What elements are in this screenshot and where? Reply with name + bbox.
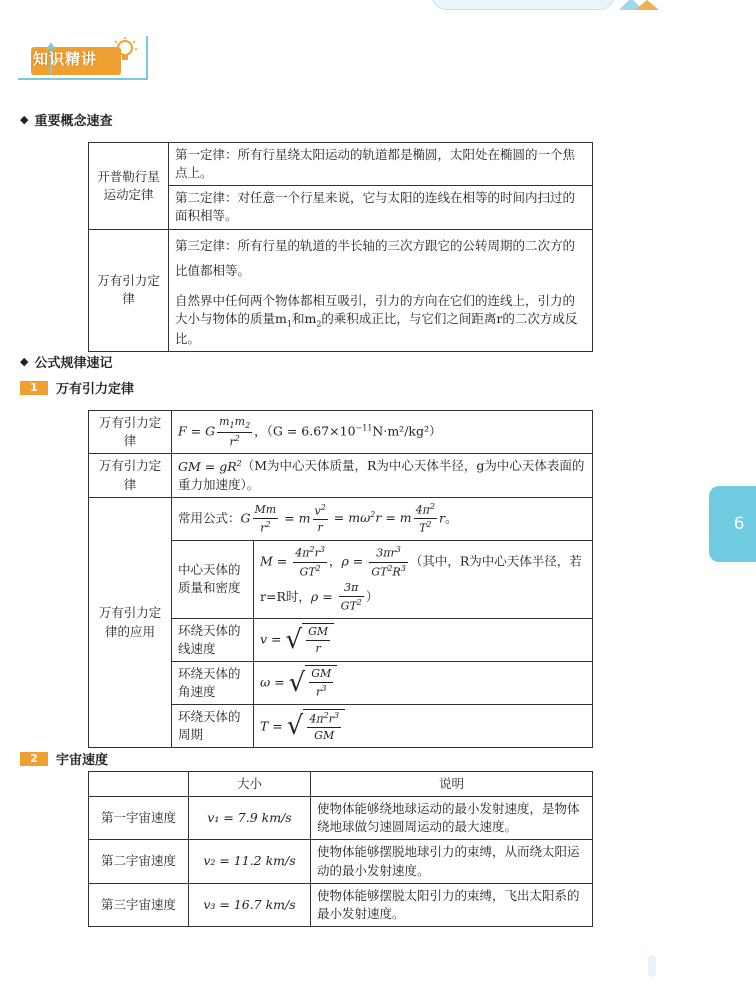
speed-desc: 使物体能够绕地球运动的最小发射速度，是物体绕地球做匀速圆周运动的最大速度。	[311, 797, 593, 840]
speed-value: v₁ = 7.9 km/s	[189, 797, 311, 840]
speed-value: v₃ = 16.7 km/s	[189, 883, 311, 926]
lightbulb-icon	[112, 36, 138, 66]
subsection-title: 万有引力定律	[56, 382, 135, 397]
speed-desc: 使物体能够摆脱太阳引力的束缚，飞出太阳系的最小发射速度。	[311, 883, 593, 926]
formula-table	[88, 410, 593, 748]
subsection-number: 2	[20, 752, 48, 766]
kepler-law-2: 第二定律：对任意一个行星来说，它与太阳的连线在相等的时间内扫过的面积相等。	[169, 186, 593, 229]
chapter-logo-icon	[617, 0, 661, 12]
gravity-law-text: 自然界中任何两个物体都相互吸引，引力的方向在它们的连线上，引力的大小与物体的质量$m_1$和$m_2$的乘积成正比，与它们之间距离r的二次方成反比。	[169, 289, 593, 352]
chapter-number: 6	[733, 514, 745, 534]
cosmic-speed-table	[88, 771, 593, 927]
knowledge-banner	[18, 36, 148, 80]
subsection-heading-cosmic	[20, 749, 108, 768]
gold-formula: GM = $gR^2(M$为中心天体质量，R为中心天体半径，g为中心天体表面的重力加速度）。	[172, 454, 593, 497]
gravity-label: 万有引力定律	[89, 229, 169, 351]
header-description: 说明	[311, 772, 593, 797]
diamond-icon: ◆	[20, 355, 29, 368]
table-row	[89, 883, 593, 926]
subsection-title: 宇宙速度	[56, 753, 109, 768]
diamond-icon: ◆	[20, 113, 29, 126]
section-title: 公式规律速记	[34, 356, 113, 371]
banner-title: 知识精讲	[33, 50, 98, 68]
concept-table	[88, 142, 593, 352]
chapter-header-tab	[432, 0, 614, 10]
density-formula: M = $\frac{4\pi^2r^3}{GT^2}$ ，ρ = $\frac{3\pi r^3}{GT^2R^3}$ （其中，R为中心天体半径，若r=R时，ρ = $\frac{3\pi}{GT^2}$ ）	[254, 540, 593, 618]
period-formula: T = √ $\frac{4\pi^2r^3}{GM}$	[254, 705, 593, 748]
angular-speed-label: 环绕天体的角速度	[172, 661, 254, 704]
section-title: 重要概念速查	[34, 114, 113, 129]
gravity-law-label-2: 万有引力定律	[89, 454, 172, 497]
kepler-law-3: 第三定律：所有行星的轨道的半长轴的三次方跟它的公转周期的二次方的比值都相等。	[169, 229, 593, 289]
speed-desc: 使物体能够摆脱地球引力的束缚，从而绕太阳运动的最小发射速度。	[311, 840, 593, 883]
speed-name: 第三宇宙速度	[89, 883, 189, 926]
header-magnitude: 大小	[189, 772, 311, 797]
application-label: 万有引力定律的应用	[89, 497, 172, 748]
subsection-number: 1	[20, 381, 48, 395]
table-row	[89, 840, 593, 883]
chapter-side-tab	[709, 486, 756, 562]
kepler-law-1: 第一定律：所有行星绕太阳运动的轨道都是椭圆，太阳处在椭圆的一个焦点上。	[169, 143, 593, 186]
gravity-law-label-1: 万有引力定律	[89, 411, 172, 454]
common-formula: 常用公式：G $\frac{Mm}{r^2}$ = m $\frac{v^2}{r}$ = $m\omega^2r = m$ $\frac{4\pi^2}{T^2}$ r。	[172, 497, 593, 540]
period-label: 环绕天体的周期	[172, 705, 254, 748]
header-empty	[89, 772, 189, 797]
section-heading-formulas	[20, 352, 112, 371]
speed-name: 第二宇宙速度	[89, 840, 189, 883]
kepler-label: 开普勒行星运动定律	[89, 143, 169, 230]
density-label: 中心天体的质量和密度	[172, 540, 254, 618]
subsection-heading-gravity	[20, 378, 134, 397]
section-heading-concepts	[20, 110, 112, 129]
speed-name: 第一宇宙速度	[89, 797, 189, 840]
page-mark	[648, 955, 656, 977]
gravity-formula: F = G $\frac{m_1m_2}{r^2}$ ，$(G = 6.67\times 10^{-11}N\cdot m^2/kg^2)$	[172, 411, 593, 454]
linear-speed-label: 环绕天体的线速度	[172, 618, 254, 661]
linear-speed-formula: v = √ $\frac{GM}{r}$	[254, 618, 593, 661]
table-row	[89, 797, 593, 840]
speed-value: v₂ = 11.2 km/s	[189, 840, 311, 883]
angular-speed-formula: ω = √ $\frac{GM}{r^3}$	[254, 661, 593, 704]
